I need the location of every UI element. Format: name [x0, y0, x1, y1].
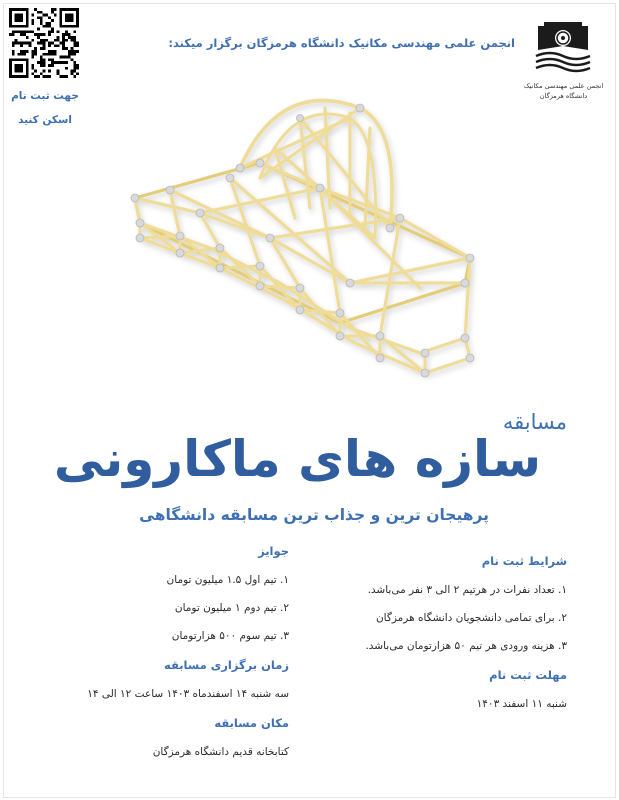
qr-caption-scan: اسکن کنید: [18, 114, 72, 126]
registration-item: ۳. هزینه ورودی هر تیم ۵۰ هزارتومان می‌باشد.: [365, 640, 567, 652]
schedule-value: سه شنبه ۱۴ اسفندماه ۱۴۰۳ ساعت ۱۲ الی ۱۴: [87, 688, 289, 700]
competition-label: مسابقه: [502, 410, 567, 434]
venue-heading: مکان مسابقه: [214, 716, 289, 730]
venue-value: کتابخانه قدیم دانشگاه هرمزگان: [152, 746, 289, 758]
deadline-value: شنبه ۱۱ اسفند ۱۴۰۳: [476, 698, 567, 710]
prizes-heading: جوایز: [258, 544, 289, 558]
page-subtitle: پرهیجان ترین و جذاب ترین مسابقه دانشگاهی: [139, 506, 489, 524]
logo-caption-line2: دانشگاه هرمزگان: [539, 92, 588, 100]
prize-item: ۳. تیم سوم ۵۰۰ هزارتومان: [171, 630, 289, 642]
prize-item: ۲. تیم دوم ۱ میلیون تومان: [174, 602, 289, 614]
qr-caption-register: جهت ثبت نام: [11, 90, 79, 102]
registration-item: ۱. تعداد نفرات در هرتیم ۲ الی ۳ نفر می‌باشد.: [367, 584, 567, 596]
macaroni-bridge-illustration: [120, 88, 540, 388]
schedule-heading: زمان برگزاری مسابقه: [163, 658, 289, 672]
deadline-heading: مهلت ثبت نام: [489, 668, 567, 682]
registration-item: ۲. برای تمامی دانشجویان دانشگاه هرمزگان: [375, 612, 567, 624]
prize-item: ۱. تیم اول ۱.۵ میلیون تومان: [166, 574, 289, 586]
page-title: سازه های ماکارونی: [53, 430, 541, 488]
university-logo-icon: [530, 20, 596, 74]
organizer-header: انجمن علمی مهندسی مکانیک دانشگاه هرمزگان برگزار میکند:: [168, 36, 515, 50]
logo-caption-line1: انجمن علمی مهندسی مکانیک: [523, 82, 604, 90]
registration-section: [307, 554, 567, 726]
registration-heading: شرایط ثبت نام: [481, 554, 567, 568]
qr-code-icon[interactable]: [9, 8, 79, 78]
info-section: [29, 544, 289, 774]
